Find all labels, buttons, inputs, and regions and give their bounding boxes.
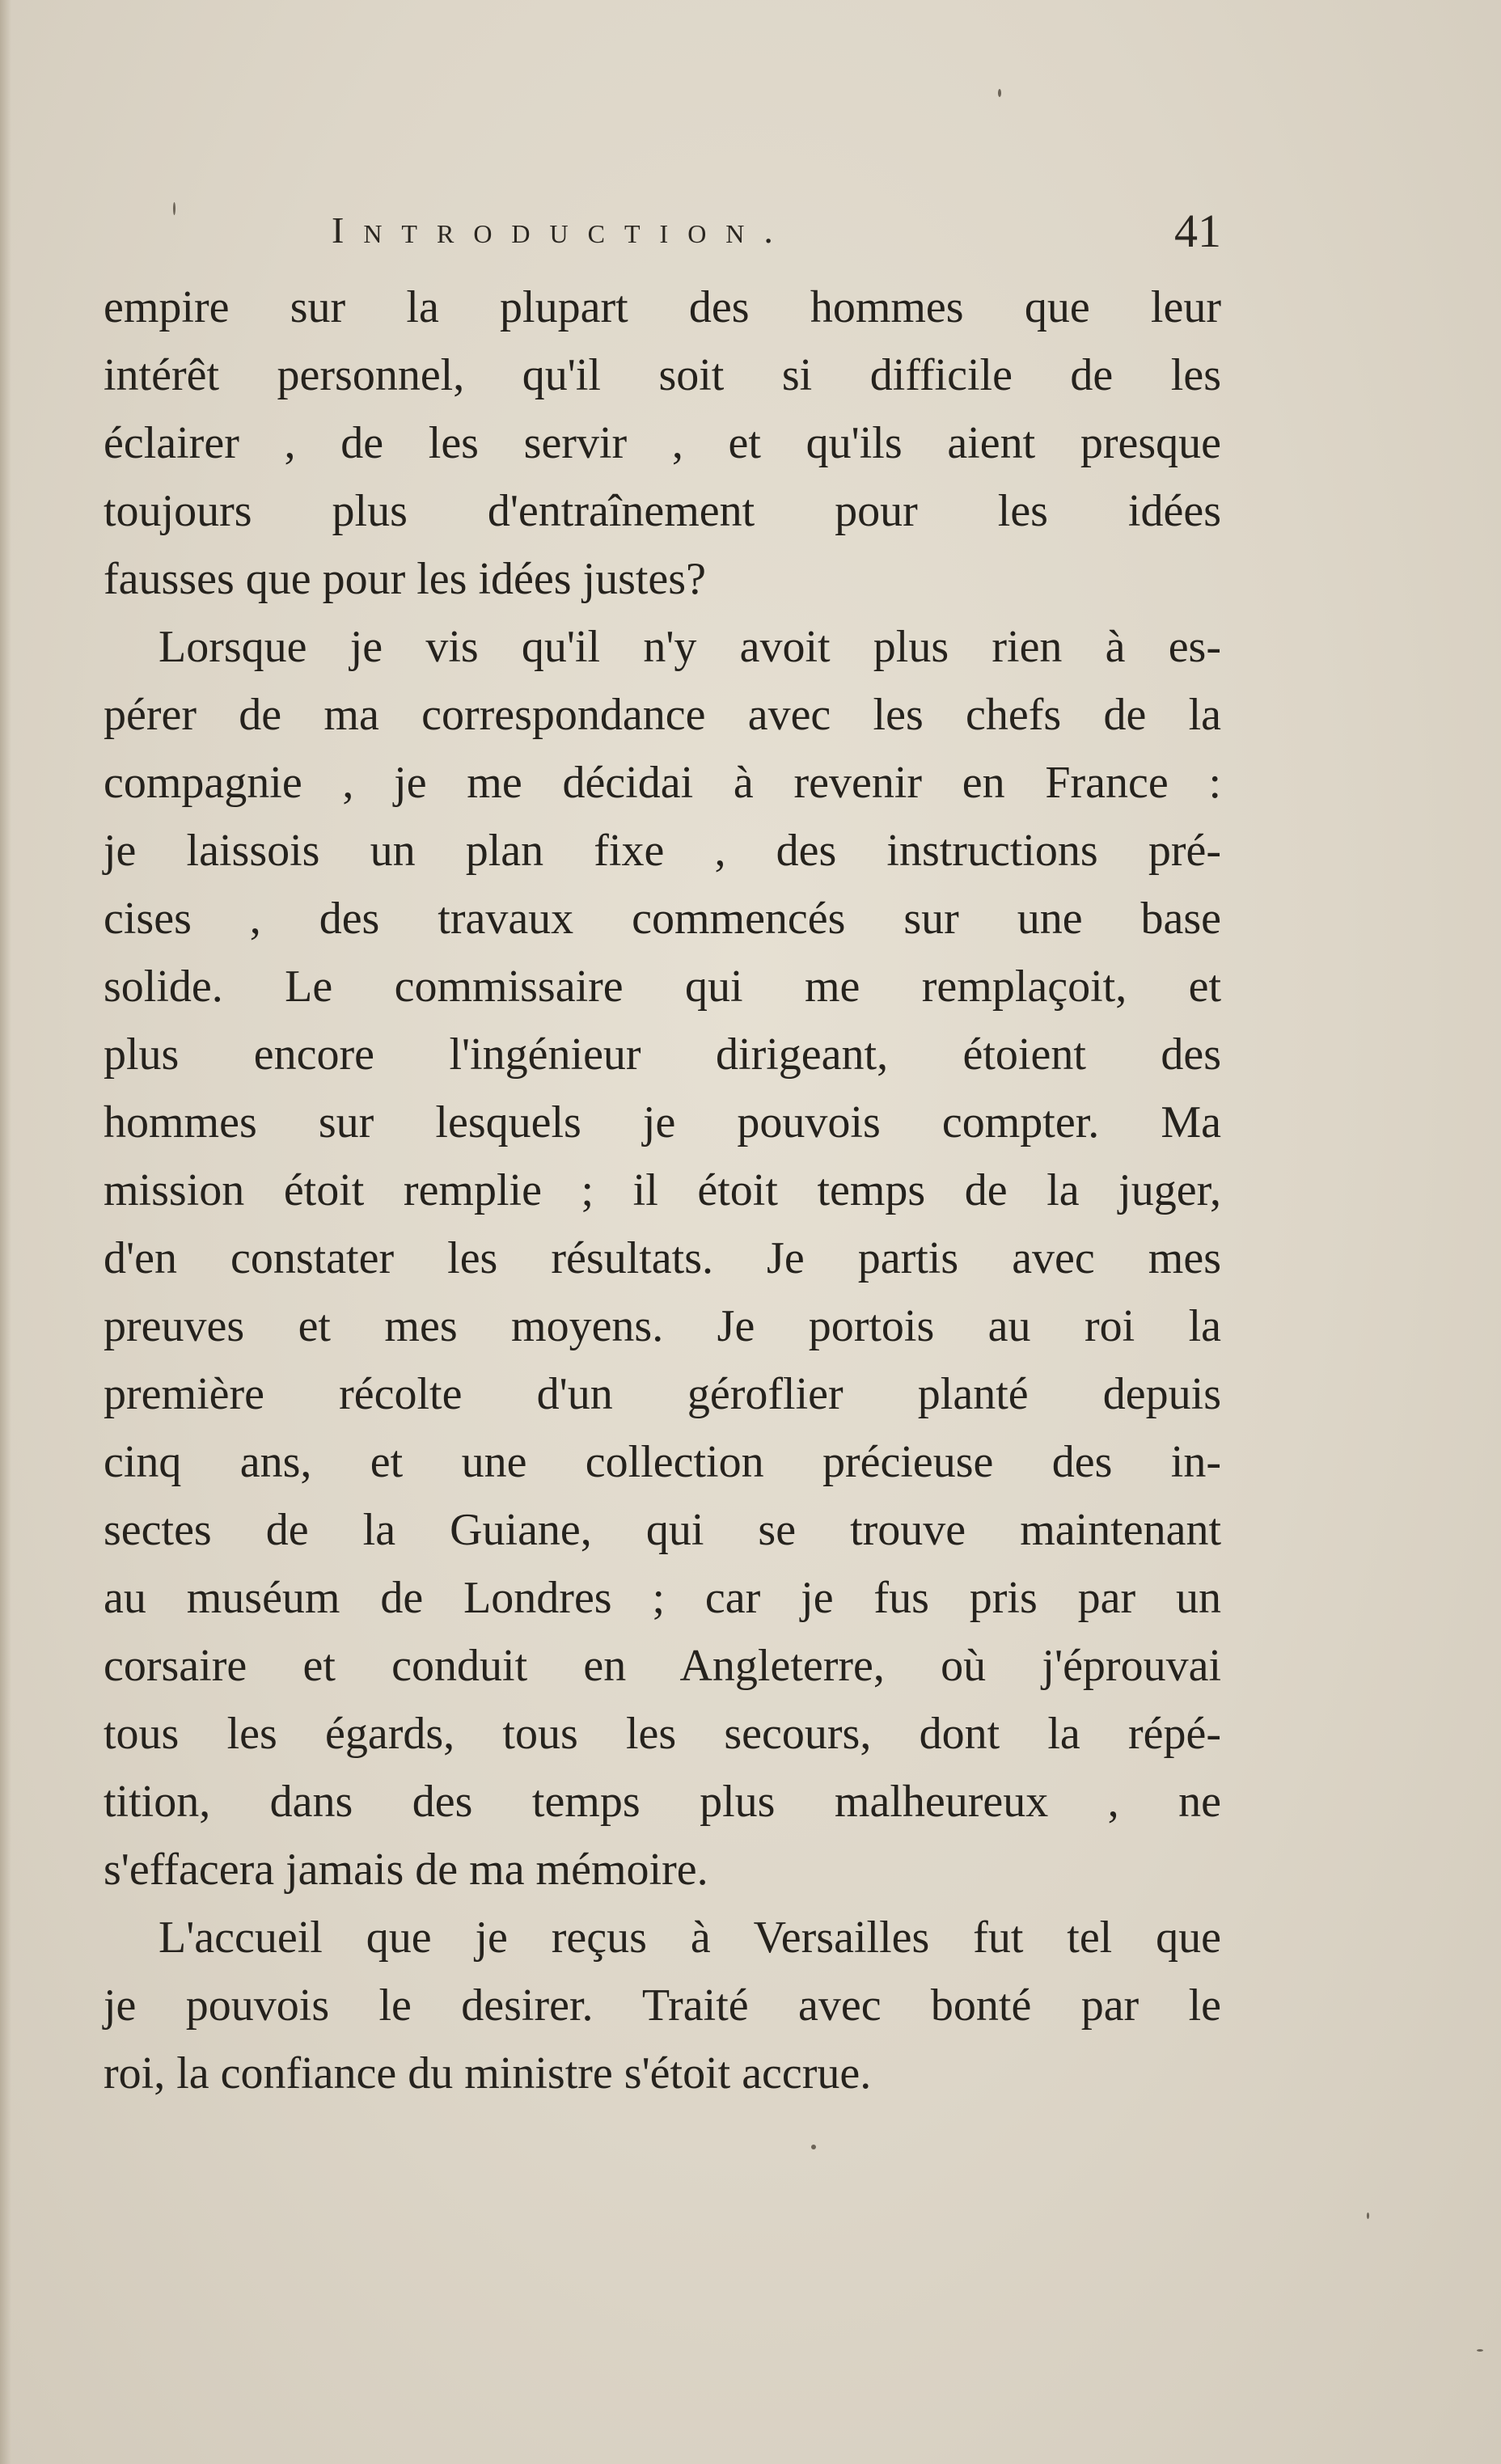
paper-speck (1367, 2213, 1369, 2219)
text-line: au muséum de Londres ; car je fus pris par un (104, 1573, 1221, 1623)
text-line: tous les égards, tous les secours, dont la répé- (104, 1709, 1221, 1759)
text-line: première récolte d'un géroflier planté depuis (104, 1369, 1221, 1419)
text-line: je pouvois le desirer. Traité avec bonté par le (104, 1980, 1221, 2031)
body-text (104, 273, 1221, 2107)
text-line: empire sur la plupart des hommes que leur (104, 282, 1221, 332)
text-line: corsaire et conduit en Angleterre, où j'éprouvai (104, 1641, 1221, 1691)
text-line: tition, dans des temps plus malheureux , ne (104, 1777, 1221, 1827)
text-line: hommes sur lesquels je pouvois compter. Ma (104, 1097, 1221, 1147)
text-line: pérer de ma correspondance avec les chefs de la (104, 690, 1221, 740)
text-line: cises , des travaux commencés sur une base (104, 894, 1221, 944)
paper-speck (811, 2145, 816, 2149)
text-line: sectes de la Guiane, qui se trouve maintenant (104, 1505, 1221, 1555)
text-line: L'accueil que je reçus à Versailles fut tel que (159, 1912, 1221, 1963)
paper-speck (1477, 2349, 1483, 2352)
text-line: intérêt personnel, qu'il soit si difficile de les (104, 350, 1221, 400)
text-line: cinq ans, et une collection précieuse des in- (104, 1437, 1221, 1487)
page-header (332, 204, 1221, 268)
text-line: je laissois un plan fixe , des instructions pré- (104, 826, 1221, 876)
page-edge-shadow (0, 0, 11, 2464)
paper-speck (173, 202, 175, 215)
running-head: Introduction. (332, 209, 793, 251)
text-line: Lorsque je vis qu'il n'y avoit plus rien à es- (159, 622, 1221, 672)
text-line: plus encore l'ingénieur dirigeant, étoient des (104, 1029, 1221, 1080)
text-line: toujours plus d'entraînement pour les idées (104, 486, 1221, 536)
text-line: roi, la confiance du ministre s'étoit accrue. (104, 2048, 872, 2098)
paper-speck (998, 89, 1001, 97)
text-line: solide. Le commissaire qui me remplaçoit, et (104, 962, 1221, 1012)
text-line: éclairer , de les servir , et qu'ils aient presque (104, 418, 1221, 468)
text-line: preuves et mes moyens. Je portois au roi la (104, 1301, 1221, 1351)
text-line: d'en constater les résultats. Je partis avec mes (104, 1233, 1221, 1283)
page-number: 41 (1174, 205, 1221, 257)
text-line: compagnie , je me décidai à revenir en France : (104, 758, 1221, 808)
text-line: fausses que pour les idées justes? (104, 554, 706, 604)
text-line: mission étoit remplie ; il étoit temps de la juger, (104, 1165, 1221, 1215)
text-line: s'effacera jamais de ma mémoire. (104, 1845, 708, 1895)
